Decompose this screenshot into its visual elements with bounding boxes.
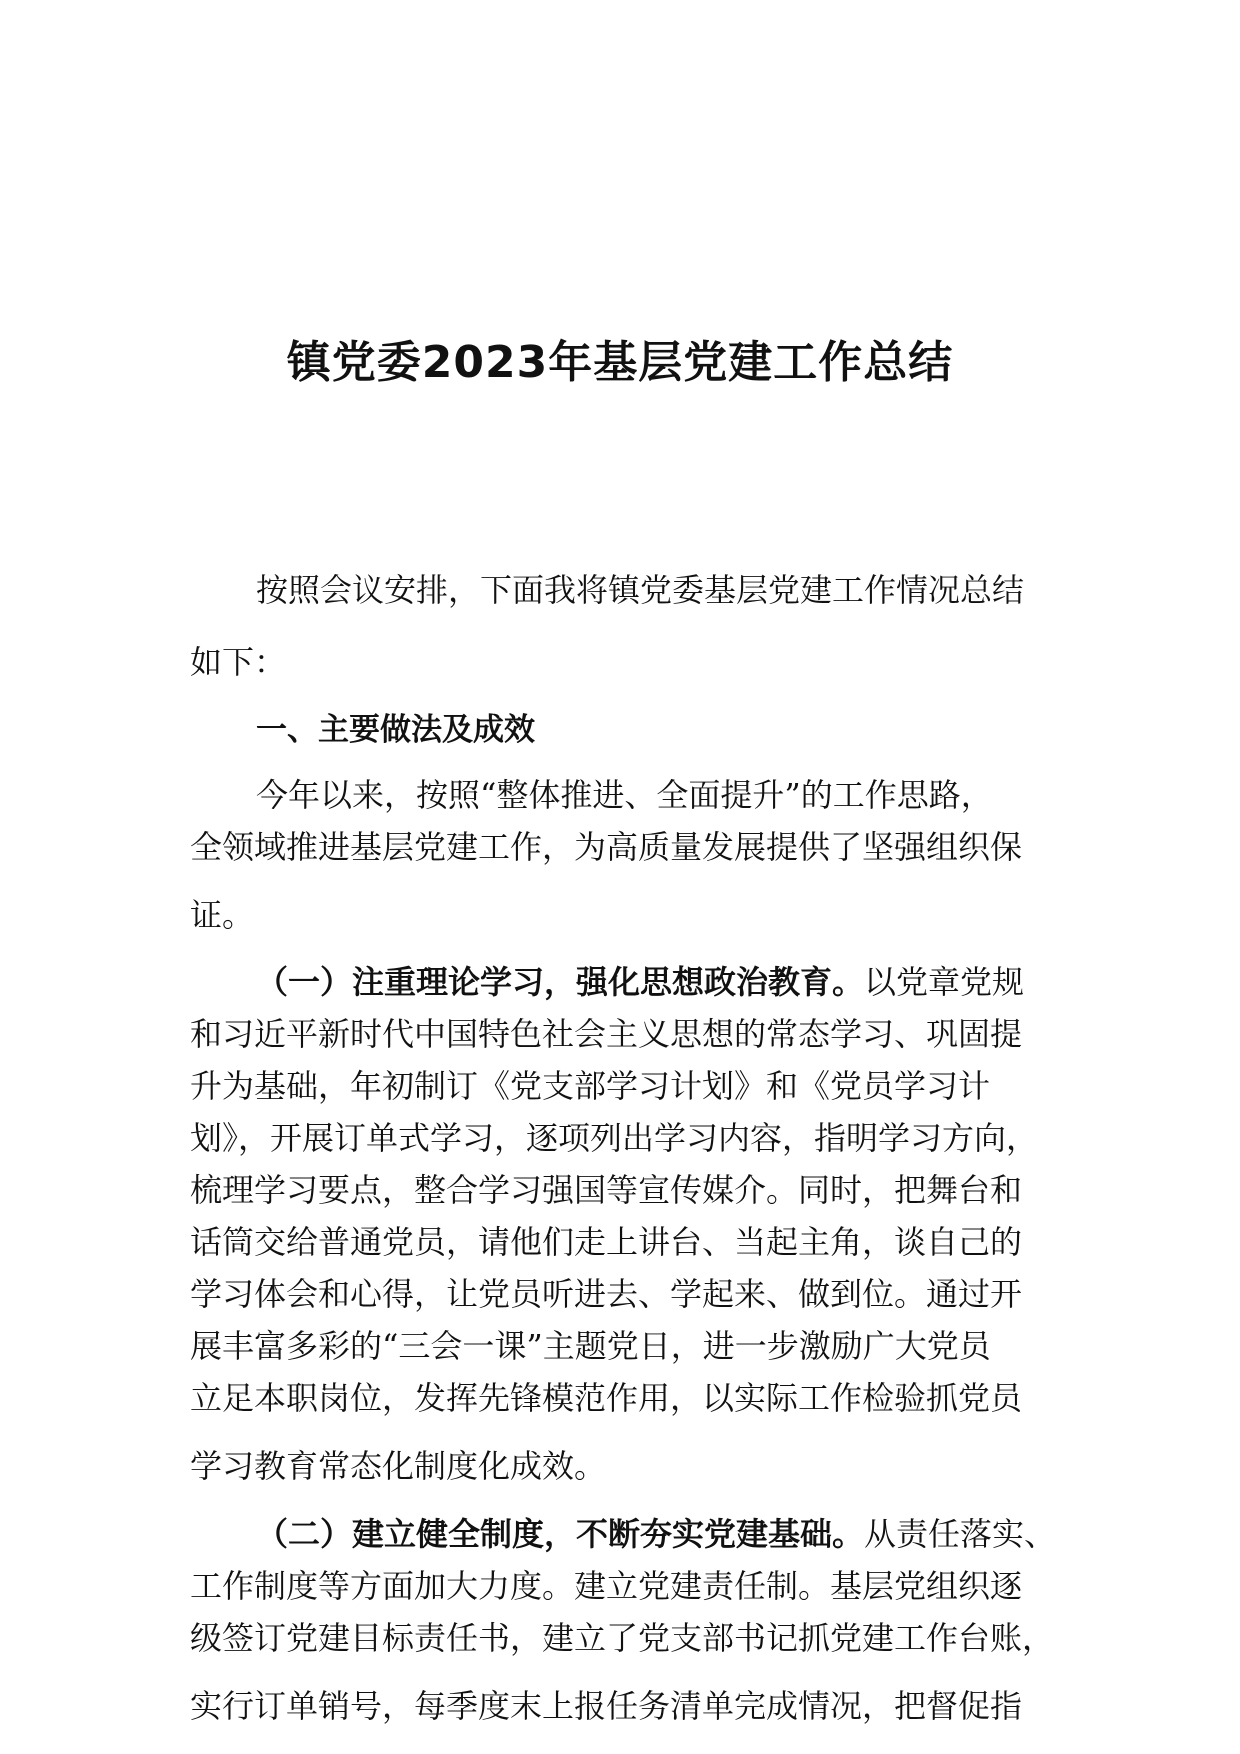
subsection-1-line: 升为基础，年初制订《党支部学习计划》和《党员学习计 bbox=[190, 1067, 991, 1105]
subsection-1-line: 立足本职岗位，发挥先锋模范作用，以实际工作检验抓党员 bbox=[190, 1379, 1023, 1417]
subsection-1-lead: 以党章党规 bbox=[864, 963, 1025, 1001]
document-title: 镇党委2023年基层党建工作总结 bbox=[286, 337, 954, 388]
subsection-2-heading: （二）建立健全制度，不断夯实党建基础。 bbox=[256, 1515, 865, 1553]
intro-line-1: 按照会议安排，下面我将镇党委基层党建工作情况总结 bbox=[256, 571, 1025, 609]
subsection-1-line: 和习近平新时代中国特色社会主义思想的常态学习、巩固提 bbox=[190, 1015, 1023, 1053]
subsection-2-line: 工作制度等方面加大力度。建立党建责任制。基层党组织逐 bbox=[190, 1567, 1023, 1605]
subsection-1-heading: （一）注重理论学习，强化思想政治教育。 bbox=[256, 963, 865, 1001]
subsection-2-line: 级签订党建目标责任书，建立了党支部书记抓党建工作台账， bbox=[190, 1619, 1055, 1657]
section-para-line-1: 今年以来，按照“整体推进、全面提升”的工作思路， bbox=[256, 776, 993, 814]
subsection-2-lead: 从责任落实、 bbox=[864, 1515, 1057, 1553]
subsection-2-first-line bbox=[256, 1514, 1056, 1554]
subsection-1-line: 学习体会和心得，让党员听进去、学起来、做到位。通过开 bbox=[190, 1275, 1023, 1313]
subsection-1-line: 话筒交给普通党员，请他们走上讲台、当起主角，谈自己的 bbox=[190, 1223, 1023, 1261]
subsection-1-line: 学习教育常态化制度化成效。 bbox=[190, 1447, 607, 1485]
subsection-1-line: 梳理学习要点，整合学习强国等宣传媒介。同时，把舞台和 bbox=[190, 1171, 1023, 1209]
subsection-1-line: 划》，开展订单式学习，逐项列出学习内容，指明学习方向， bbox=[190, 1119, 1039, 1157]
subsection-1-line: 展丰富多彩的“三会一课”主题党日，进一步激励广大党员 bbox=[190, 1327, 991, 1365]
section-heading: 一、主要做法及成效 bbox=[256, 712, 535, 748]
subsection-2-line: 实行订单销号，每季度末上报任务清单完成情况，把督促指 bbox=[190, 1687, 1023, 1725]
section-para-line-2: 全领域推进基层党建工作，为高质量发展提供了坚强组织保 bbox=[190, 828, 1023, 866]
section-para-line-3: 证。 bbox=[190, 896, 255, 934]
intro-line-2: 如下： bbox=[190, 643, 287, 681]
subsection-1-first-line bbox=[256, 962, 1024, 1002]
